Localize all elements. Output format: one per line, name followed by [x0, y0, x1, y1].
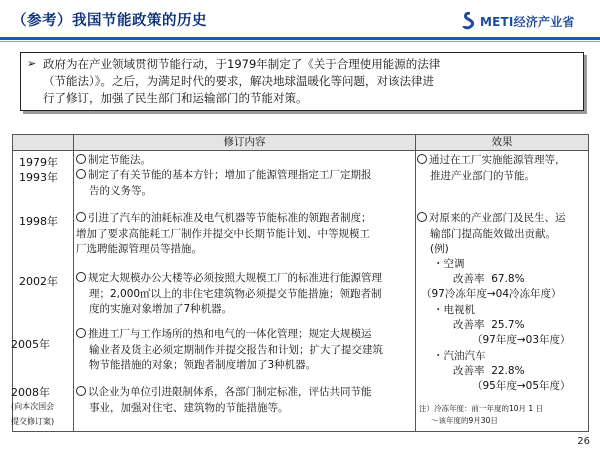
- year-label: 2008年: [11, 386, 50, 399]
- example-label: (例): [430, 243, 449, 255]
- effect-block: [417, 153, 566, 184]
- circle-bullet-icon: [417, 212, 427, 222]
- content-line: 厂选聘能源管理员等措施。: [76, 243, 202, 255]
- header-rule-thin: [0, 41, 600, 42]
- circle-bullet-icon: [417, 154, 427, 164]
- content-line: 输业者及货主必须定期制作并提交报告和计划；扩大了提交建筑: [89, 343, 383, 356]
- header-rule: [0, 37, 600, 40]
- meti-logo-icon: [462, 12, 478, 30]
- table-header: [13, 135, 588, 151]
- year-label: 2002年: [19, 275, 58, 288]
- content-line: 告的义务等。: [89, 184, 152, 197]
- content-line: 制定节能法。: [76, 153, 414, 169]
- content-cell: [76, 153, 414, 169]
- circle-bullet-icon: [76, 154, 86, 164]
- content-line: 引进了汽车的油耗标准及电气机器等节能标准的领跑者制度；: [76, 211, 414, 227]
- summary-box: [20, 52, 584, 111]
- logo-text: METI经济产业省: [480, 15, 575, 29]
- summary-line: 政府为在产业领域贯彻节能行动，于1979年制定了《关于合理使用能源的法律: [43, 57, 441, 71]
- content-line: 物节能措施的对象；领跑者制度增加了3种机器。: [89, 359, 317, 371]
- effect-item-period: （97冷冻年度→04冷冻年度）: [421, 288, 562, 300]
- footnote-line: 注）冷冻年度：前一年度的10月 1 日: [419, 404, 544, 413]
- content-cell: [76, 271, 414, 318]
- page-title: （参考）我国节能政策的历史: [12, 13, 207, 29]
- summary-line: （节能法）》。之后，为满足时代的要求，解决地球温暖化等问题，对该法律进: [43, 74, 434, 88]
- circle-bullet-icon: [76, 212, 86, 222]
- header-year: [13, 135, 73, 150]
- year-note: 提交修订案): [11, 417, 55, 426]
- effect-item-name: ・电视机: [433, 304, 475, 316]
- effect-item-rate: 改善率 22.8%: [453, 365, 525, 377]
- content-cell: [76, 385, 414, 416]
- year-note: (向本次国会: [11, 402, 55, 411]
- content-cell: [76, 168, 414, 199]
- effect-item-rate: 改善率 25.7%: [453, 319, 525, 331]
- year-label: 2005年: [11, 338, 50, 351]
- effect-line: 对原来的产业部门及民生、运: [417, 211, 566, 227]
- content-line: 理；2,000㎡以上的非住宅建筑物必须提交节能措施；领跑者制: [89, 287, 382, 300]
- year-label: 1998年: [19, 215, 58, 228]
- circle-bullet-icon: [76, 386, 86, 396]
- policy-history-table: [12, 134, 589, 432]
- effect-item-name: ・空调: [433, 258, 465, 270]
- content-line: 以企业为单位引进限制体系，各部门制定标准，评估共同节能: [76, 385, 414, 401]
- effect-item-period: （97年度→03年度）: [472, 334, 571, 346]
- effect-item-rate: 改善率 67.8%: [453, 273, 525, 285]
- effect-line: 通过在工厂实施能源管理等，: [417, 153, 566, 169]
- column-divider: [73, 151, 74, 432]
- content-cell: [76, 327, 414, 374]
- content-line: 事业，加强对住宅、建筑物的节能措施等。: [89, 401, 289, 414]
- effect-line: 输部门提高能效做出贡献。: [430, 227, 556, 240]
- header-content: 修订内容: [73, 135, 415, 150]
- content-line: 规定大规模办公大楼等必须按照大规模工厂的标准进行能源管理: [76, 271, 414, 287]
- circle-bullet-icon: [76, 169, 86, 179]
- effect-block: [417, 211, 566, 258]
- header-effect: 效果: [415, 135, 588, 150]
- footnote-line: ～该年度的9月30日: [431, 416, 498, 425]
- summary-line: 行了修订，加强了民生部门和运输部门的节能对策。: [43, 91, 308, 105]
- column-divider: [415, 151, 416, 432]
- content-line: 增加了要求高能耗工厂制作并提交中长期节能计划、中等规模工: [76, 227, 370, 240]
- page-number: 26: [577, 436, 590, 447]
- arrow-bullet-icon: ➢: [27, 57, 37, 70]
- effect-line: 推进产业部门的节能。: [430, 169, 535, 182]
- year-label: 1979年: [19, 156, 58, 169]
- meti-logo: [462, 10, 592, 34]
- circle-bullet-icon: [76, 328, 86, 338]
- content-line: 制定了有关节能的基本方针；增加了能源管理指定工厂定期报: [76, 168, 414, 184]
- content-line: 推进工厂与工作场所的热和电气的一体化管理；规定大规模运: [76, 327, 414, 343]
- circle-bullet-icon: [76, 272, 86, 282]
- effect-item-name: ・汽油汽车: [433, 350, 486, 362]
- year-label: 1993年: [19, 171, 58, 184]
- content-cell: [76, 211, 414, 258]
- effect-item-period: （95年度→05年度）: [472, 380, 571, 392]
- content-line: 度的实施对象增加了7种机器。: [89, 303, 233, 315]
